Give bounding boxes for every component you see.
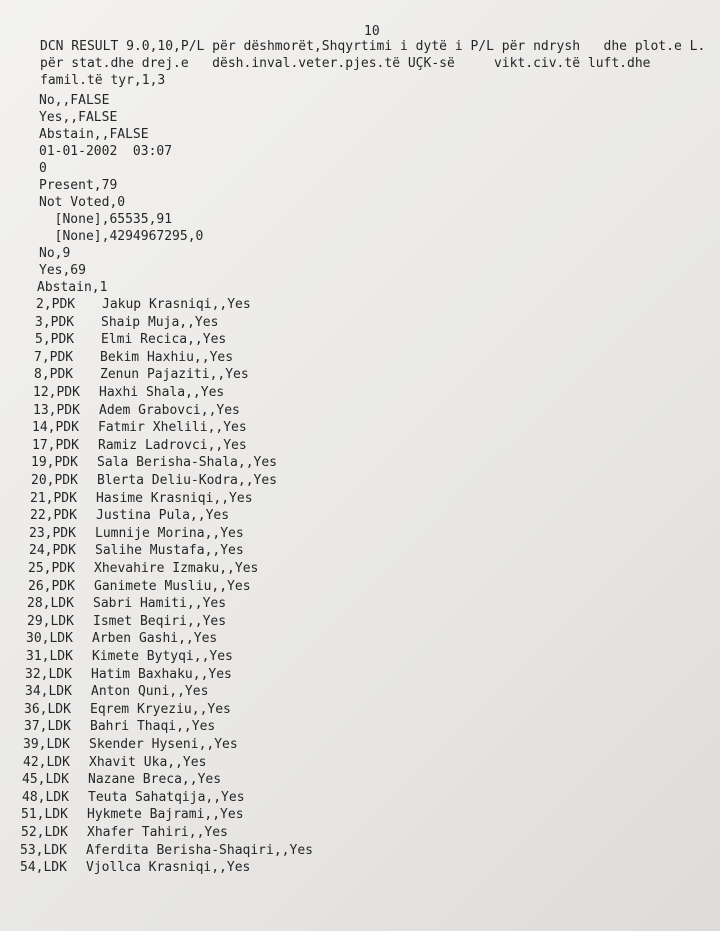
member-vote: Shaip Muja,,Yes [101,314,219,330]
member-id: 25,PDK [28,561,75,576]
table-row [26,648,233,665]
member-id: 8,PDK [34,367,74,383]
summary-line: Yes,69 [39,263,86,278]
member-vote: Aferdita Berisha-Shaqiri,,Yes [86,842,313,858]
member-id: 36,LDK [24,701,71,717]
member-id: 32,LDK [25,666,72,682]
member-vote: Xhavit Uka,,Yes [89,754,207,770]
member-vote: Sala Berisha-Shala,,Yes [97,455,278,471]
table-row [28,578,251,595]
table-row [29,542,244,559]
table-row [27,613,226,630]
member-id: 23,PDK [29,525,76,541]
table-row [23,754,206,771]
summary-line: [None],4294967295,0 [39,229,204,244]
table-row [32,419,247,436]
table-row [31,472,277,489]
member-vote: Nazane Breca,,Yes [88,772,222,788]
table-row [21,806,244,823]
table-row [22,771,221,788]
table-row [24,701,231,718]
member-id: 48,LDK [22,789,69,805]
member-id: 2,PDK [36,297,76,312]
member-id: 52,LDK [21,825,68,840]
table-row [22,789,245,806]
page-number: 10 [364,24,380,39]
member-vote: Fatmir Xhelili,,Yes [98,420,247,436]
member-id: 13,PDK [33,402,80,418]
table-row [30,490,253,507]
table-row [36,296,251,313]
member-vote: Kimete Bytyqi,,Yes [92,649,233,664]
member-vote: Skender Hyseni,,Yes [89,737,238,752]
summary-line: Yes,,FALSE [39,110,118,125]
member-vote: Hykmete Bajrami,,Yes [87,807,244,823]
member-vote: Hasime Krasniqi,,Yes [96,490,253,506]
member-id: 54,LDK [20,860,67,876]
member-id: 29,LDK [27,613,74,629]
member-id: 26,PDK [28,578,75,594]
member-vote: Elmi Recica,,Yes [101,332,227,348]
summary-line: No,,FALSE [39,93,110,108]
member-id: 39,LDK [23,737,70,752]
member-id: 28,LDK [27,596,74,612]
table-row [31,454,277,471]
member-vote: Haxhi Shala,,Yes [99,385,225,400]
summary-line: 0 [39,161,47,176]
member-id: 31,LDK [26,649,73,664]
member-vote: Anton Quni,,Yes [91,684,209,700]
member-vote: Ramiz Ladrovci,,Yes [98,437,247,453]
member-vote: Xhafer Tahiri,,Yes [87,825,228,840]
result-title: DCN RESULT 9.0,10,P/L për dëshmorët,Shqyrtimi i dytë i P/L për ndrysh dhe plot.e L. për stat.dhe drej.e dësh.inval.veter.pjes.të UÇK-së vikt.civ.të luft.dhe famil.të tyr,1,3 [40,39,714,88]
member-vote: Eqrem Kryeziu,,Yes [90,701,231,717]
member-id: 42,LDK [23,754,70,770]
member-id: 45,LDK [22,772,69,788]
member-vote: Arben Gashi,,Yes [92,631,218,647]
table-row [30,507,229,524]
member-vote: Zenun Pajaziti,,Yes [100,367,249,383]
member-id: 22,PDK [30,508,77,524]
member-id: 12,PDK [33,385,80,400]
member-vote: Vjollca Krasniqi,,Yes [86,860,251,876]
member-vote: Blerta Deliu-Kodra,,Yes [97,473,278,488]
member-id: 5,PDK [35,332,75,348]
member-vote: Adem Grabovci,,Yes [99,402,240,418]
member-vote: Sabri Hamiti,,Yes [93,596,227,612]
member-id: 21,PDK [30,490,77,506]
table-row [27,595,226,612]
member-id: 53,LDK [20,842,67,858]
table-row [29,525,244,542]
member-vote: Justina Pula,,Yes [96,508,230,524]
member-vote: Bekim Haxhiu,,Yes [100,349,234,365]
member-id: 51,LDK [21,807,68,823]
member-id: 17,PDK [32,437,79,453]
member-id: 24,PDK [29,543,76,559]
member-vote: Ganimete Musliu,,Yes [94,578,251,594]
table-row [35,331,226,348]
table-row [28,560,258,577]
member-id: 30,LDK [26,631,73,647]
member-vote: Bahri Thaqi,,Yes [90,719,216,735]
table-row [34,349,233,366]
member-vote: Xhevahire Izmaku,,Yes [94,561,259,576]
member-id: 3,PDK [35,314,75,330]
member-vote: Lumnije Morina,,Yes [95,525,244,541]
member-id: 37,LDK [24,719,71,735]
table-row [23,736,238,753]
summary-line: [None],65535,91 [39,212,173,227]
table-row [20,859,250,876]
member-vote: Jakup Krasniqi,,Yes [102,297,251,312]
member-id: 20,PDK [31,473,78,488]
summary-line: Abstain,,FALSE [39,127,149,142]
table-row [33,384,224,401]
table-row [21,824,228,841]
member-vote: Teuta Sahatqija,,Yes [88,789,245,805]
member-vote: Hatim Baxhaku,,Yes [91,666,232,682]
member-id: 34,LDK [25,684,72,700]
member-vote: Salihe Mustafa,,Yes [95,543,244,559]
summary-line: Not Voted,0 [39,195,126,210]
summary-line: Present,79 [39,178,118,193]
summary-line: 01-01-2002 03:07 [39,144,173,159]
table-row [25,666,232,683]
summary-line: No,9 [39,246,71,261]
table-row [32,437,247,454]
table-row [34,366,249,383]
table-row [20,842,313,859]
table-row [26,630,217,647]
table-row [25,683,208,700]
member-id: 14,PDK [32,420,79,436]
table-row [33,402,240,419]
member-id: 7,PDK [34,349,74,365]
table-row [24,718,215,735]
member-vote: Ismet Beqiri,,Yes [93,613,227,629]
member-id: 19,PDK [31,455,78,471]
summary-line: Abstain,1 [37,280,108,295]
table-row [35,314,218,331]
